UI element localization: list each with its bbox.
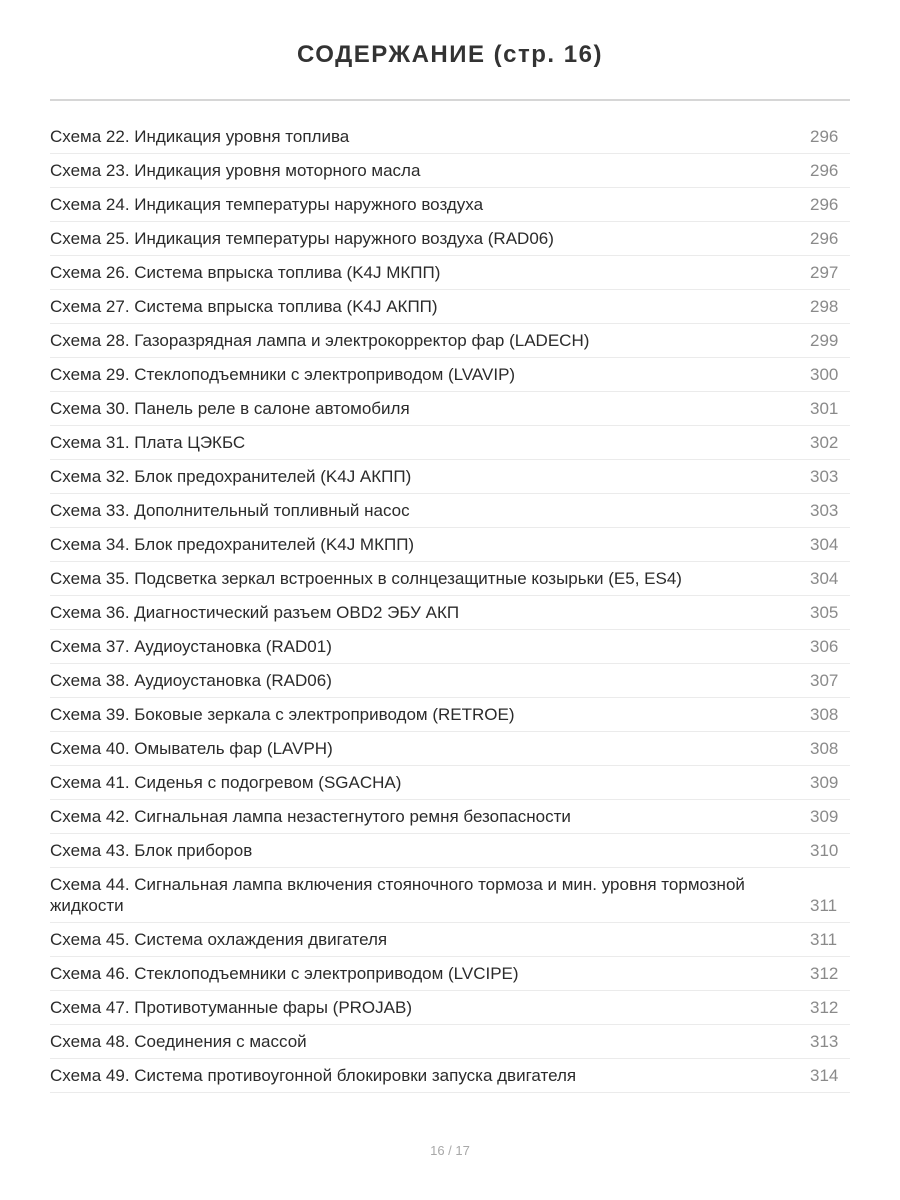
toc-entry[interactable] — [50, 494, 850, 528]
toc-entry-title[interactable]: Схема 49. Система противоугонной блокировки запуска двигателя — [50, 1066, 577, 1085]
toc-entry[interactable] — [50, 766, 850, 800]
toc-entry-title[interactable]: Схема 43. Блок приборов — [50, 841, 253, 860]
toc-entry[interactable] — [50, 868, 850, 923]
toc-entry-title[interactable]: Схема 24. Индикация температуры наружного воздуха — [50, 195, 484, 214]
toc-entry-title[interactable]: Схема 39. Боковые зеркала с электроприводом (RETROE) — [50, 705, 515, 724]
toc-entry-title[interactable]: Схема 44. Сигнальная лампа включения стояночного тормоза и мин. уровня тормозной жидкости — [50, 875, 745, 915]
toc-entry-page-number: 296 — [810, 229, 839, 248]
toc-entry-page-number: 301 — [810, 399, 839, 418]
toc-entry-title[interactable]: Схема 34. Блок предохранителей (K4J МКПП) — [50, 535, 415, 554]
toc-entry-page-number: 306 — [810, 637, 839, 656]
toc-entry[interactable] — [50, 460, 850, 494]
toc-entry[interactable] — [50, 991, 850, 1025]
toc-entry-title[interactable]: Схема 45. Система охлаждения двигателя — [50, 930, 388, 949]
toc-entry[interactable] — [50, 1025, 850, 1059]
toc-entry-title[interactable]: Схема 35. Подсветка зеркал встроенных в солнцезащитные козырьки (E5, ES4) — [50, 569, 682, 588]
toc-entry-page-number: 303 — [810, 501, 839, 520]
page-title: СОДЕРЖАНИЕ (стр. 16) — [297, 41, 603, 68]
toc-entry[interactable] — [50, 392, 850, 426]
toc-entry-page-number: 313 — [810, 1032, 839, 1051]
toc-entry-title[interactable]: Схема 47. Противотуманные фары (PROJAB) — [50, 998, 412, 1017]
toc-entry[interactable] — [50, 528, 850, 562]
toc-entry-title[interactable]: Схема 28. Газоразрядная лампа и электрокорректор фар (LADECH) — [50, 331, 590, 350]
toc-entry-page-number: 314 — [810, 1066, 839, 1085]
toc-entry-page-number: 297 — [810, 263, 839, 282]
toc-entry-page-number: 296 — [810, 195, 839, 214]
toc-entry-title[interactable]: Схема 27. Система впрыска топлива (K4J АКПП) — [50, 297, 438, 316]
toc-entry[interactable] — [50, 358, 850, 392]
toc-entry[interactable] — [50, 120, 850, 154]
toc-entry[interactable] — [50, 222, 850, 256]
toc-entry-page-number: 308 — [810, 705, 839, 724]
toc-entry-title[interactable]: Схема 32. Блок предохранителей (K4J АКПП) — [50, 467, 412, 486]
toc-entry[interactable] — [50, 324, 850, 358]
toc-entry[interactable] — [50, 426, 850, 460]
toc-entry-title[interactable]: Схема 25. Индикация температуры наружного воздуха (RAD06) — [50, 229, 554, 248]
toc-entry-title[interactable]: Схема 30. Панель реле в салоне автомобиля — [50, 399, 410, 418]
title-divider — [50, 99, 850, 101]
toc-entry[interactable] — [50, 596, 850, 630]
toc-entry[interactable] — [50, 290, 850, 324]
toc-entry-title[interactable]: Схема 38. Аудиоустановка (RAD06) — [50, 671, 332, 690]
toc-entry-page-number: 304 — [810, 569, 839, 588]
toc-entry-title[interactable]: Схема 41. Сиденья с подогревом (SGACHA) — [50, 773, 402, 792]
toc-entry-page-number: 296 — [810, 127, 839, 146]
toc-entry-page-number: 298 — [810, 297, 839, 316]
page-indicator: 16 / 17 — [430, 1143, 470, 1158]
toc-entry-page-number: 299 — [810, 331, 839, 350]
toc-entry-page-number: 296 — [810, 161, 839, 180]
toc-entry-title[interactable]: Схема 48. Соединения с массой — [50, 1032, 307, 1051]
toc-entry-page-number: 305 — [810, 603, 839, 622]
toc-entry[interactable] — [50, 957, 850, 991]
toc-entry-title[interactable]: Схема 40. Омыватель фар (LAVPH) — [50, 739, 333, 758]
toc-entry-title[interactable]: Схема 31. Плата ЦЭКБС — [50, 433, 246, 452]
toc-entry-page-number: 303 — [810, 467, 839, 486]
toc-entry-page-number: 312 — [810, 964, 839, 983]
toc-entry[interactable] — [50, 698, 850, 732]
toc-entry[interactable] — [50, 732, 850, 766]
toc-entry-title[interactable]: Схема 22. Индикация уровня топлива — [50, 127, 350, 146]
toc-entry-page-number: 309 — [810, 773, 839, 792]
toc-entry[interactable] — [50, 800, 850, 834]
toc-entry-title[interactable]: Схема 29. Стеклоподъемники с электроприводом (LVAVIP) — [50, 365, 516, 384]
toc-entry-page-number: 311 — [810, 930, 838, 949]
toc-entry-title[interactable]: Схема 46. Стеклоподъемники с электроприводом (LVCIPE) — [50, 964, 519, 983]
toc-entry-page-number: 311 — [810, 896, 838, 915]
toc-entry[interactable] — [50, 154, 850, 188]
toc-entry-title[interactable]: Схема 36. Диагностический разъем OBD2 ЭБУ АКП — [50, 603, 460, 622]
toc-entry-title[interactable]: Схема 26. Система впрыска топлива (K4J МКПП) — [50, 263, 441, 282]
toc-entry-page-number: 304 — [810, 535, 839, 554]
toc-entry-title[interactable]: Схема 23. Индикация уровня моторного масла — [50, 161, 421, 180]
toc-entry[interactable] — [50, 923, 850, 957]
toc-entry-page-number: 300 — [810, 365, 839, 384]
toc-entry-page-number: 309 — [810, 807, 839, 826]
table-of-contents — [50, 120, 850, 1093]
toc-entry-page-number: 310 — [810, 841, 839, 860]
toc-entry[interactable] — [50, 1059, 850, 1093]
toc-entry-page-number: 312 — [810, 998, 839, 1017]
toc-entry-title[interactable]: Схема 33. Дополнительный топливный насос — [50, 501, 410, 520]
toc-entry[interactable] — [50, 664, 850, 698]
toc-entry-page-number: 302 — [810, 433, 839, 452]
toc-entry-page-number: 307 — [810, 671, 839, 690]
toc-entry-page-number: 308 — [810, 739, 839, 758]
toc-entry[interactable] — [50, 630, 850, 664]
toc-entry[interactable] — [50, 834, 850, 868]
toc-entry-title[interactable]: Схема 42. Сигнальная лампа незастегнутого ремня безопасности — [50, 807, 571, 826]
toc-entry[interactable] — [50, 188, 850, 222]
toc-entry[interactable] — [50, 256, 850, 290]
toc-entry[interactable] — [50, 562, 850, 596]
toc-entry-title[interactable]: Схема 37. Аудиоустановка (RAD01) — [50, 637, 332, 656]
